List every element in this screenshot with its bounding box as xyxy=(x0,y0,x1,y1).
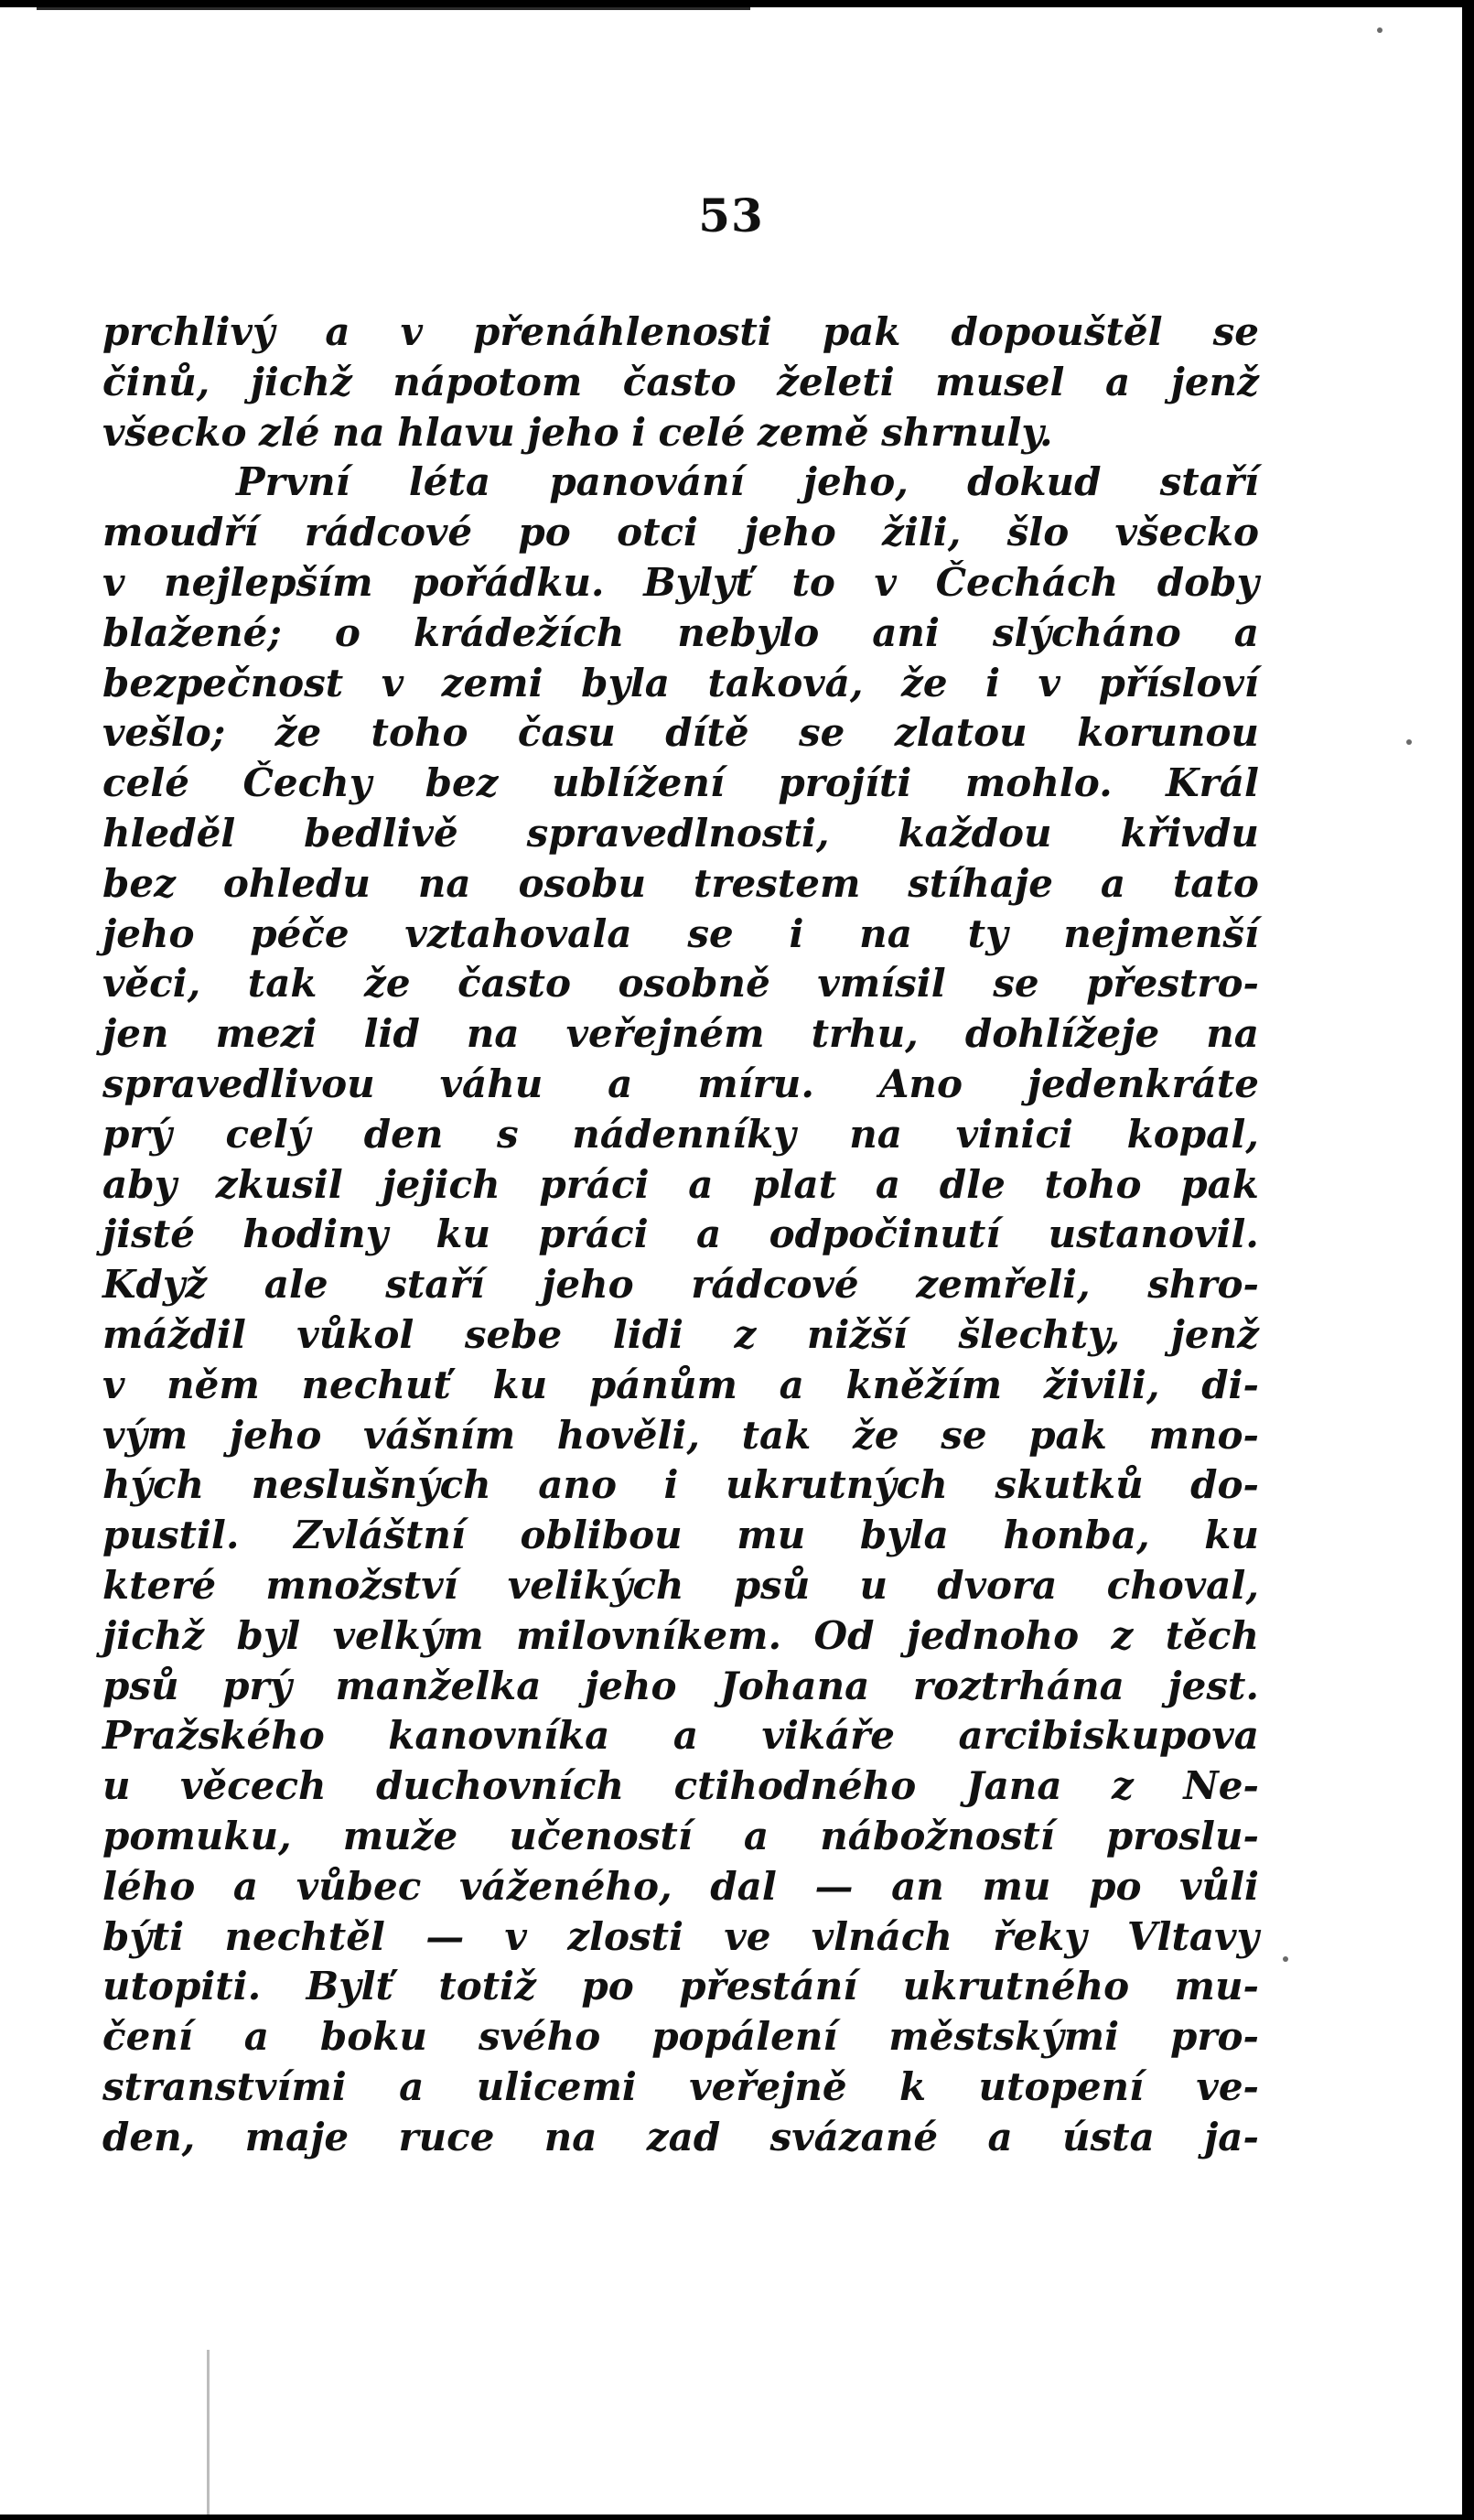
text-line: bezpečnost v zemi byla taková, že i v přísloví xyxy=(102,660,1259,705)
text-line: spravedlivou váhu a míru. Ano jedenkráte xyxy=(102,1061,1259,1106)
top-border-line xyxy=(37,7,750,10)
text-line: pomuku, muže učeností a nábožností proslu- xyxy=(102,1813,1259,1858)
text-line: hleděl bedlivě spravedlnosti, každou křivdu xyxy=(102,810,1259,856)
text-line: aby zkusil jejich práci a plat a dle toho pak xyxy=(102,1161,1259,1207)
text-line: máždil vůkol sebe lidi z nižší šlechty, jenž xyxy=(102,1311,1259,1357)
text-line: v nejlepším pořádku. Bylyť to v Čechách doby xyxy=(102,559,1259,605)
page-number: 53 xyxy=(698,188,764,242)
text-line: vešlo; že toho času dítě se zlatou korunou xyxy=(102,710,1259,756)
text-line: v něm nechuť ku pánům a kněžím živili, di- xyxy=(102,1362,1259,1407)
body-text xyxy=(102,307,1259,2162)
text-line: První léta panování jeho, dokud staří xyxy=(236,459,1259,505)
text-line: Když ale staří jeho rádcové zemřeli, shro- xyxy=(102,1262,1259,1308)
text-line: hých neslušných ano i ukrutných skutků do- xyxy=(102,1462,1259,1508)
book-page xyxy=(0,7,1462,2515)
text-line: utopiti. Bylť totiž po přestání ukrutného mu- xyxy=(102,1964,1259,2009)
paper-speck xyxy=(1406,739,1412,745)
text-line: věci, tak že často osobně vmísil se přestro- xyxy=(102,961,1259,1007)
text-line: stranstvími a ulicemi veřejně k utopení ve- xyxy=(102,2063,1259,2109)
text-line: všecko zlé na hlavu jeho i celé země shrnuly. xyxy=(102,409,1053,455)
text-line: jen mezi lid na veřejném trhu, dohlížeje na xyxy=(102,1011,1259,1057)
text-line: vým jeho vášním hověli, tak že se pak mno- xyxy=(102,1412,1259,1458)
text-line: jeho péče vztahovala se i na ty nejmenší xyxy=(102,910,1259,956)
text-line: činů, jichž nápotom často želeti musel a jenž xyxy=(102,359,1259,404)
text-line: blažené; o krádežích nebylo ani slýcháno a xyxy=(102,609,1259,655)
margin-stroke xyxy=(207,2350,210,2515)
text-line: které množství velikých psů u dvora choval, xyxy=(102,1562,1259,1608)
text-line: prchlivý a v přenáhlenosti pak dopouštěl se xyxy=(102,309,1259,354)
text-line: pustil. Zvláštní oblibou mu byla honba, ku xyxy=(102,1513,1259,1558)
text-line: celé Čechy bez ublížení projíti mohlo. Král xyxy=(102,760,1259,806)
text-line: jisté hodiny ku práci a odpočinutí ustanovil. xyxy=(102,1212,1259,1257)
text-line: jichž byl velkým milovníkem. Od jednoho z těch xyxy=(102,1612,1259,1658)
text-line: u věcech duchovních ctihodného Jana z Ne- xyxy=(102,1763,1259,1809)
text-line: moudří rádcové po otci jeho žili, šlo všecko xyxy=(102,510,1259,555)
text-line: býti nechtěl — v zlosti ve vlnách řeky Vltavy xyxy=(102,1913,1259,1959)
text-line: čení a boku svého popálení městskými pro- xyxy=(102,2014,1259,2060)
text-line: den, maje ruce na zad svázané a ústa ja- xyxy=(102,2114,1259,2159)
text-line: Pražského kanovníka a vikáře arcibiskupova xyxy=(102,1713,1259,1759)
text-line: bez ohledu na osobu trestem stíhaje a tato xyxy=(102,860,1259,906)
text-line: psů prý manželka jeho Johana roztrhána jest. xyxy=(102,1663,1259,1708)
text-line: lého a vůbec váženého, dal — an mu po vůli xyxy=(102,1863,1259,1909)
paper-speck xyxy=(1283,1956,1288,1962)
paper-speck xyxy=(1377,27,1383,33)
text-line: prý celý den s nádenníky na vinici kopal, xyxy=(102,1111,1259,1157)
